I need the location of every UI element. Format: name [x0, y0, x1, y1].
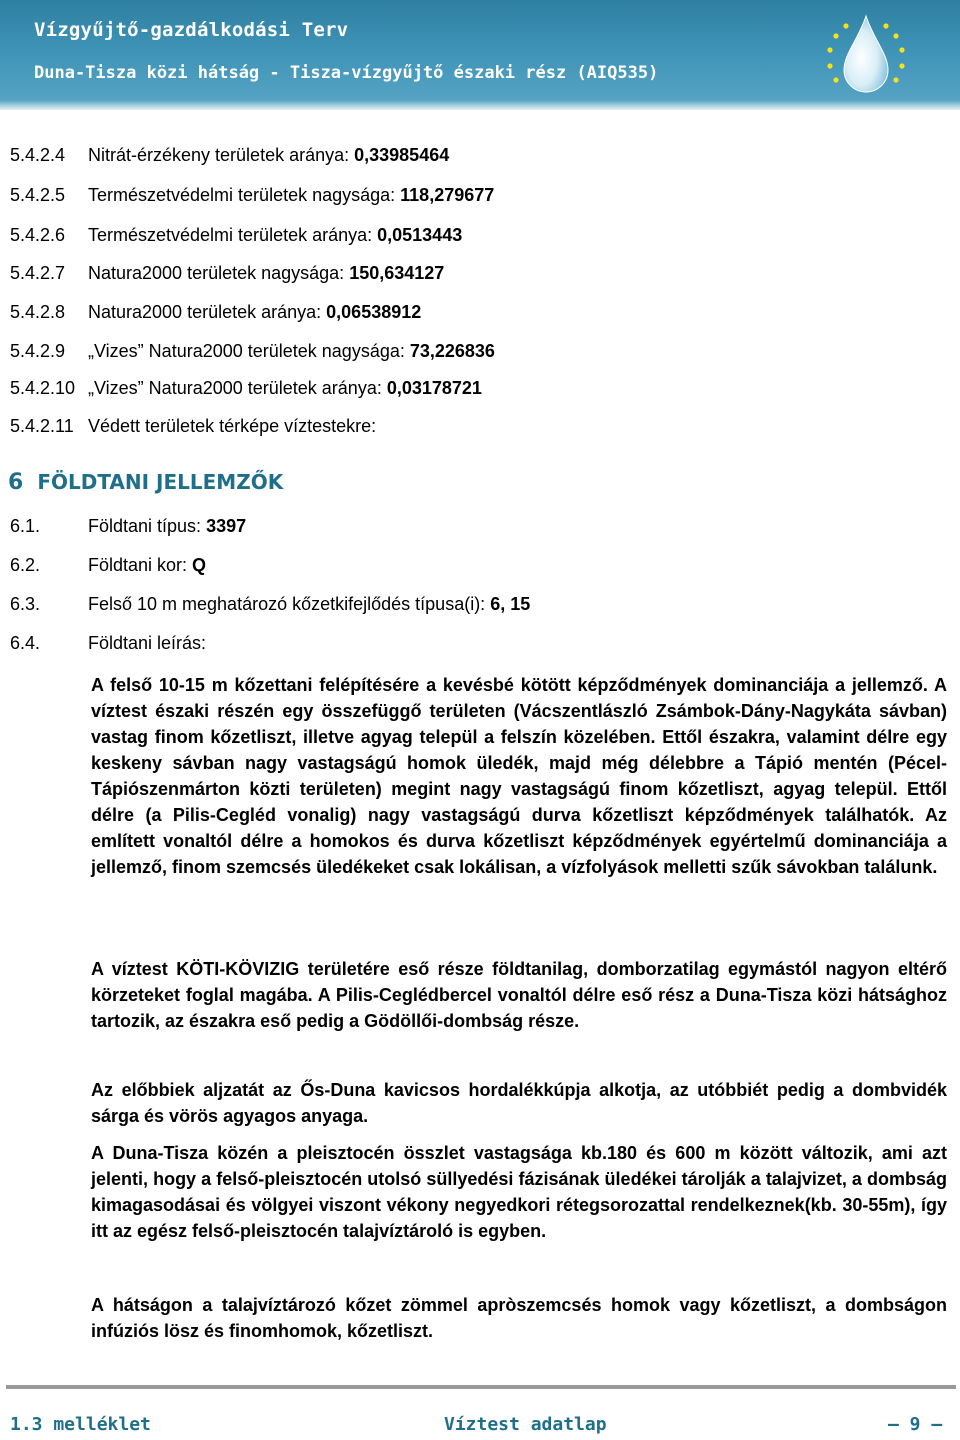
paragraph: A felső 10-15 m kőzettani felépítésére a kevésbé kötött képződmények dominanciája a jellemző. A víztest északi részén egy összefüggő területen (Vácszentlászló Zsámbok-Dány-Nagykáta sávban) vastag finom kőzetliszt, illetve agyag települ a felszín közelében. Ettől északra, valamint délre egy keskeny sávban nagy vastagságú homok üledék, majd még délebbre a Tápió mentén (Pécel-Tápiószenmárton közti területen) megint nagy vastagságú finom kőzetliszt, agyag települ. Ettől délre (a Pilis-Cegléd vonalig) nagy vastagságú durva kőzetliszt képződmények találhatók. Az említett vonaltól délre a homokos és durva kőzetliszt képződmények egyértelmű dominanciája a jellemző, finom szemcsés üledékeket csak lokálisan, a vízfolyások melletti szűk sávokban találunk.	[91, 675, 947, 877]
footer-left: 1.3 melléklet	[10, 1414, 151, 1435]
header-subtitle: Duna-Tisza közi hátság - Tisza-vízgyűjtő északi rész (AIQ535)	[34, 63, 659, 83]
list-item: 5.4.2.9 „Vizes” Natura2000 területek nagysága: 73,226836	[10, 341, 495, 361]
footer-center: Víztest adatlap	[444, 1414, 607, 1435]
page-header	[0, 0, 960, 110]
list-item: 5.4.2.5 Természetvédelmi területek nagysága: 118,279677	[10, 185, 495, 205]
list-item: 6.4. Földtani leírás:	[10, 633, 207, 653]
list-item: 5.4.2.10 „Vizes” Natura2000 területek aránya: 0,03178721	[10, 378, 482, 398]
paragraph: A víztest KÖTI-KÖVIZIG területére eső része földtanilag, domborzatilag egymástól nagyon eltérő körzeteket foglal magába. A Pilis-Ceglédbercel vonaltól délre eső rész a Duna-Tisza közi hátsághoz tartozik, az északra eső pedig a Gödöllői-dombság része.	[91, 959, 947, 1031]
header-title: Vízgyűjtő-gazdálkodási Terv	[34, 19, 349, 41]
list-item: 6.2. Földtani kor: Q	[10, 555, 207, 575]
list-item: 5.4.2.7 Natura2000 területek nagysága: 150,634127	[10, 263, 445, 283]
paragraph: A Duna-Tisza közén a pleisztocén összlet vastagsága kb.180 és 600 m között változik, ami azt jelenti, hogy a felső-pleisztocén utolsó süllyedési fázisának üledékei tárolják a talajvizet, a dombság kimagasodásai és völgyei viszont vékony negyedkori rétegsorozattal rendelkeznek(kb. 30-55m), így itt az egész felső-pleisztocén talajvíztároló is egyben.	[91, 1143, 947, 1241]
paragraph: Az előbbiek aljzatát az Ős-Duna kavicsos hordalékkúpja alkotja, az utóbbiét pedig a dombvidék sárga és vörös agyagos anyaga.	[91, 1080, 947, 1126]
list-item: 5.4.2.6 Természetvédelmi területek aránya: 0,0513443	[10, 225, 463, 245]
page-number: – 9 –	[888, 1414, 943, 1435]
paragraph: A hátságon a talajvíztározó kőzet zömmel apròszemcsés homok vagy kőzetliszt, a dombságon infúziós lösz és finomhomok, kőzetliszt.	[91, 1295, 947, 1341]
list-item: 6.3. Felső 10 m meghatározó kőzetkifejlődés típusa(i): 6, 15	[10, 594, 531, 614]
list-item: 5.4.2.8 Natura2000 területek aránya: 0,06538912	[10, 302, 422, 322]
water-drop-eu-stars-logo	[806, 10, 926, 100]
section-heading: 6 FÖLDTANI JELLEMZŐK	[8, 470, 284, 495]
list-item: 5.4.2.11 Védett területek térképe víztestekre:	[10, 416, 377, 436]
list-item: 6.1. Földtani típus: 3397	[10, 516, 247, 536]
list-item: 5.4.2.4 Nitrát-érzékeny területek aránya: 0,33985464	[10, 145, 450, 165]
footer-divider	[6, 1385, 956, 1389]
